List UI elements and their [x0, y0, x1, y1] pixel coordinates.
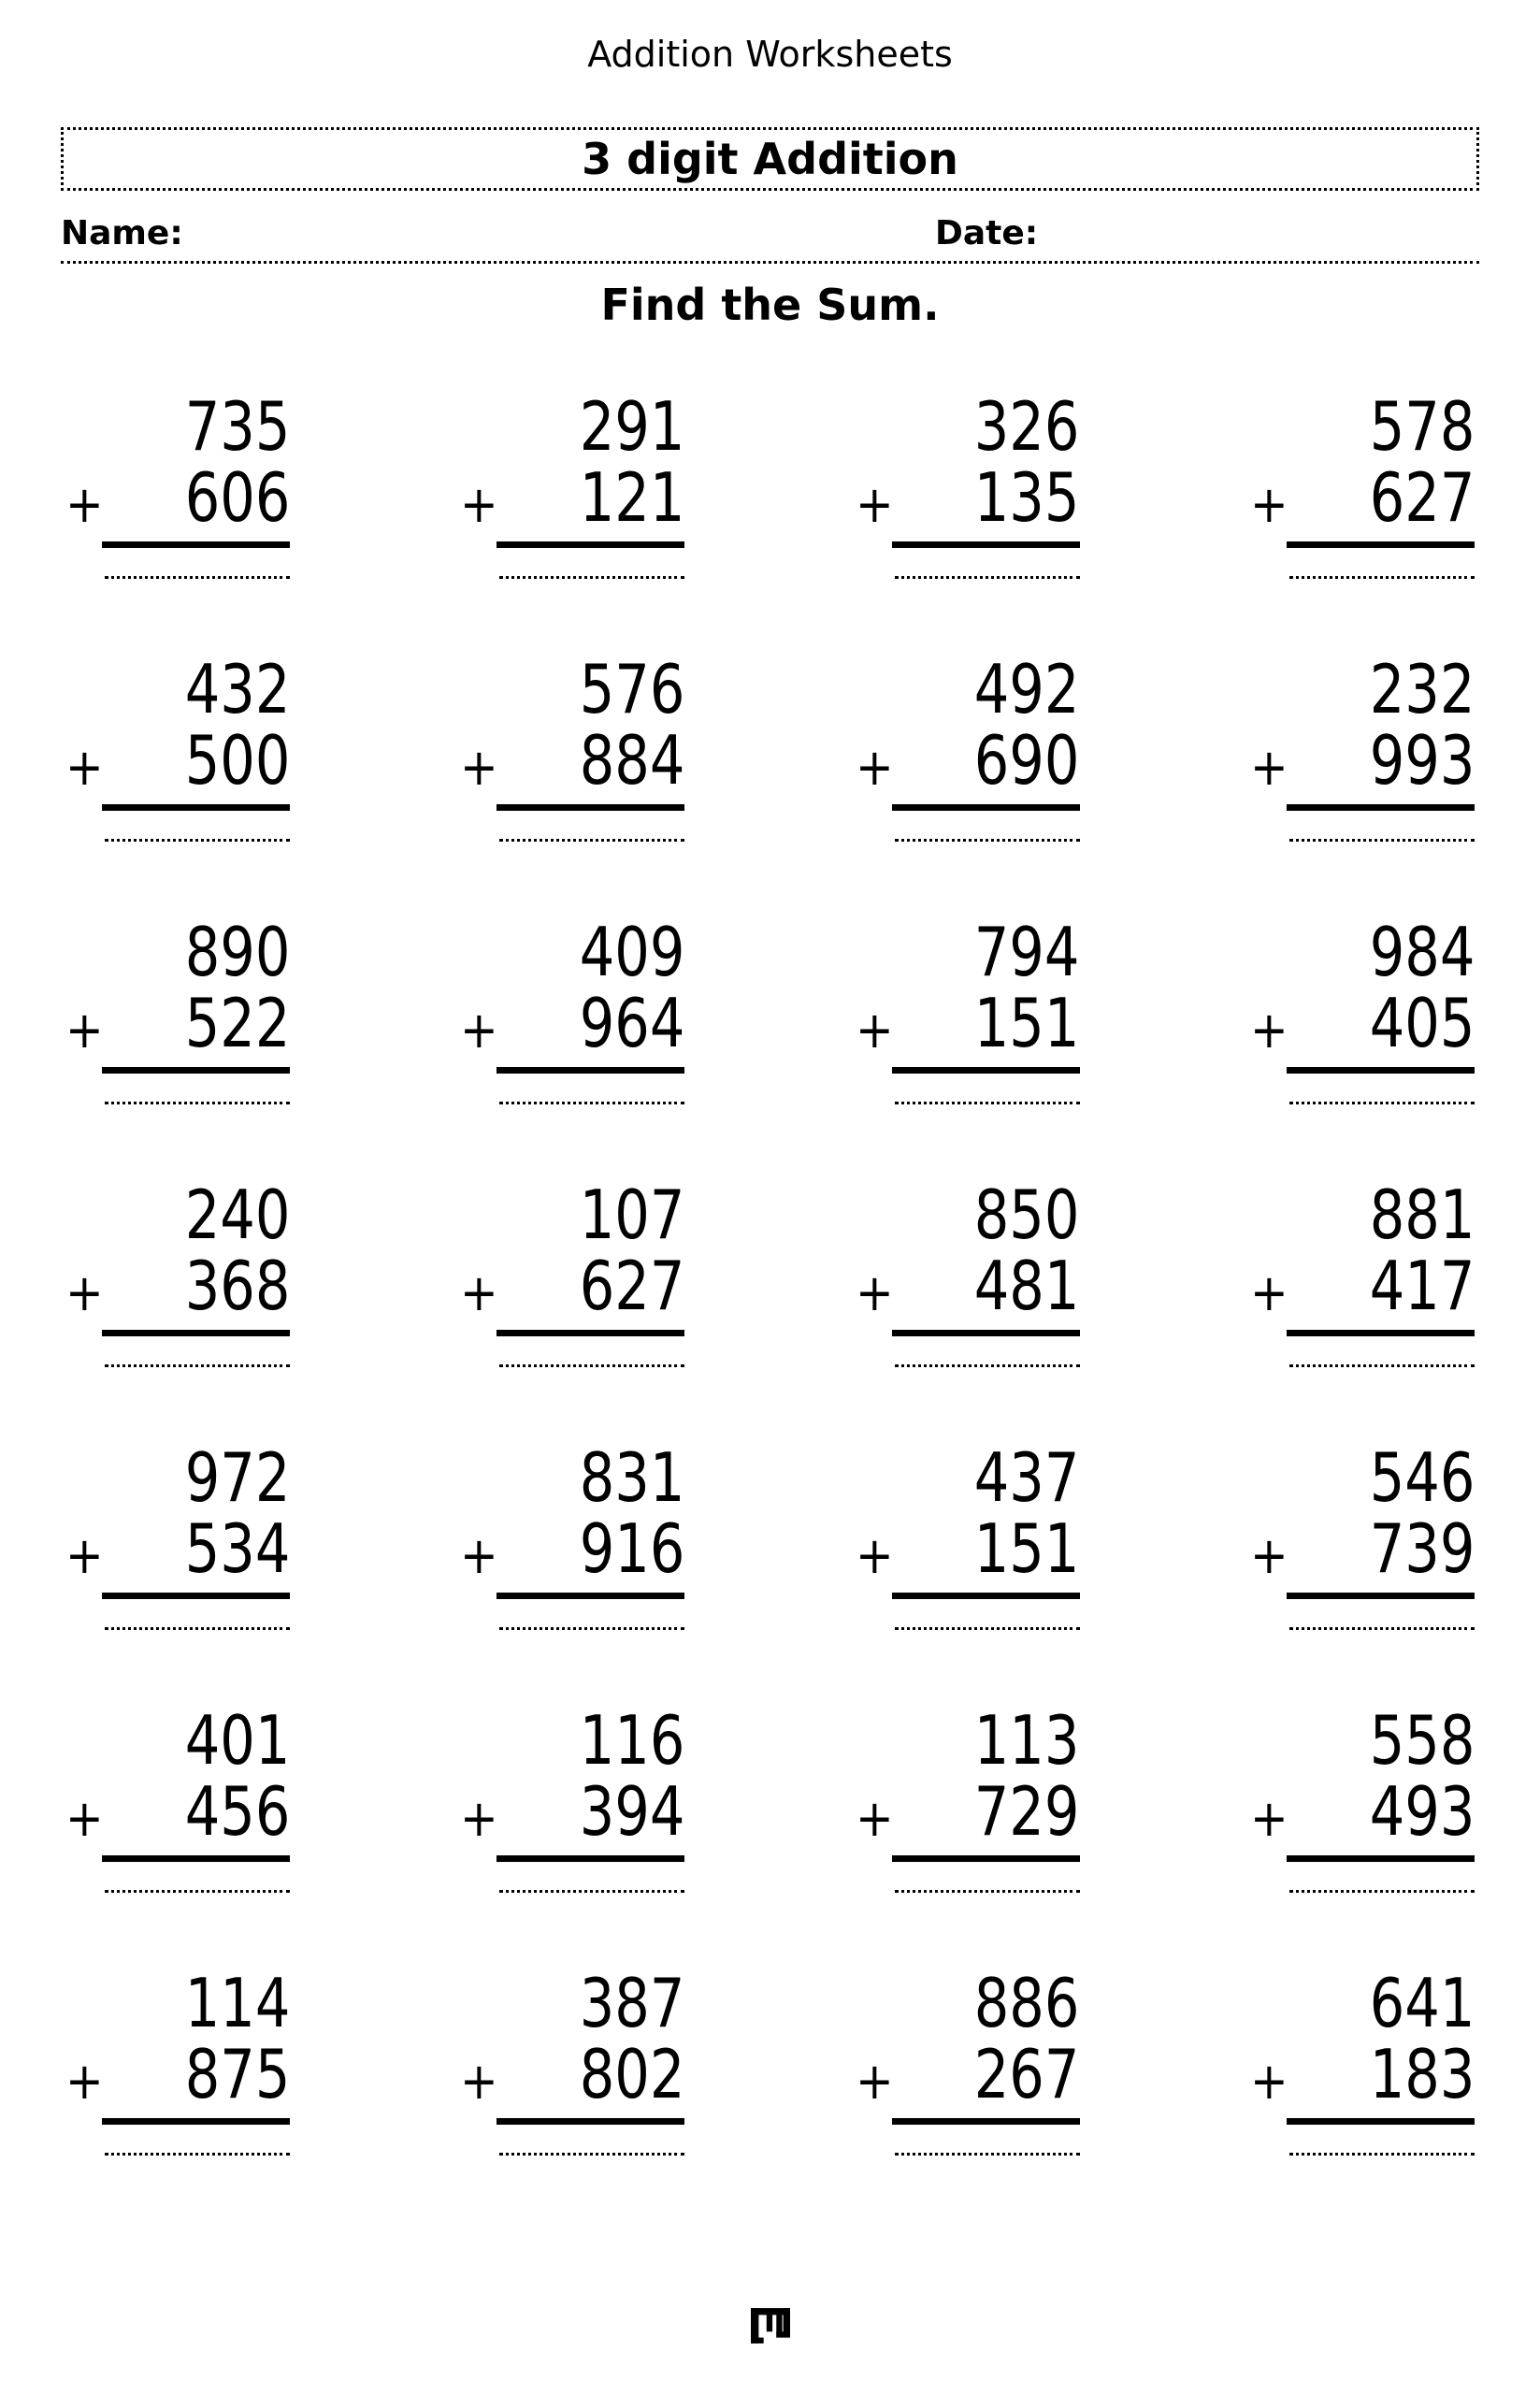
- sum-rule: [1287, 541, 1475, 548]
- plus-icon: +: [65, 1789, 104, 1848]
- addend-top: 831: [579, 1438, 685, 1517]
- addend-bottom-row: [460, 1772, 685, 1851]
- sheet-title-box: [61, 127, 1479, 191]
- sum-rule: [497, 2118, 684, 2125]
- answer-blank-line[interactable]: [895, 1627, 1080, 1630]
- addend-bottom: 405: [1369, 984, 1475, 1062]
- addition-problem: [65, 1175, 290, 1367]
- addition-problem: [1249, 1701, 1475, 1893]
- addend-bottom: 916: [579, 1509, 685, 1588]
- addend-bottom-row: [65, 2035, 290, 2113]
- addition-problem: [855, 387, 1080, 579]
- addend-bottom: 493: [1369, 1772, 1475, 1851]
- mw-monogram-icon: [751, 2308, 790, 2344]
- addend-top: 114: [184, 1964, 290, 2042]
- plus-icon: +: [460, 2052, 499, 2111]
- addend-bottom: 729: [973, 1772, 1080, 1851]
- addend-bottom: 183: [1369, 2035, 1475, 2113]
- plus-icon: +: [460, 738, 499, 797]
- answer-blank-line[interactable]: [105, 1627, 290, 1630]
- plus-icon: +: [1249, 1001, 1288, 1060]
- addend-top: 116: [579, 1701, 685, 1780]
- answer-blank-line[interactable]: [1289, 2153, 1475, 2156]
- sum-rule: [1287, 2118, 1475, 2125]
- addend-bottom-row: [460, 721, 685, 800]
- sum-rule: [892, 804, 1080, 811]
- addend-bottom: 993: [1369, 721, 1475, 800]
- addend-bottom: 394: [579, 1772, 685, 1851]
- addend-top: 735: [184, 387, 290, 466]
- addend-bottom: 802: [579, 2035, 685, 2113]
- plus-icon: +: [65, 1263, 104, 1322]
- addend-top: 113: [973, 1701, 1080, 1780]
- addend-top: 107: [579, 1175, 685, 1254]
- answer-blank-line[interactable]: [499, 1890, 684, 1893]
- plus-icon: +: [855, 1001, 894, 1060]
- plus-icon: +: [1249, 738, 1288, 797]
- addition-problem: [460, 650, 685, 842]
- plus-icon: +: [460, 1001, 499, 1060]
- addition-problem: [460, 1701, 685, 1893]
- addend-bottom-row: [1249, 1247, 1475, 1325]
- addend-bottom-row: [1249, 984, 1475, 1062]
- addend-bottom: 121: [579, 458, 685, 537]
- addition-problem: [460, 387, 685, 579]
- answer-blank-line[interactable]: [105, 1364, 290, 1367]
- addend-bottom: 151: [973, 1509, 1080, 1588]
- addition-problem: [460, 1175, 685, 1367]
- addend-bottom: 964: [579, 984, 685, 1062]
- name-date-row[interactable]: [61, 215, 1479, 264]
- addend-top: 326: [973, 387, 1080, 466]
- sum-rule: [1287, 1067, 1475, 1074]
- addend-bottom-row: [1249, 1509, 1475, 1588]
- addend-bottom-row: [855, 1247, 1080, 1325]
- addend-bottom-row: [855, 1509, 1080, 1588]
- addition-problem: [460, 913, 685, 1104]
- sum-rule: [497, 1330, 684, 1336]
- addend-bottom: 690: [973, 721, 1080, 800]
- addend-top: 409: [579, 913, 685, 991]
- sum-rule: [102, 1593, 290, 1599]
- plus-icon: +: [855, 1263, 894, 1322]
- sum-rule: [892, 1855, 1080, 1862]
- addend-bottom-row: [65, 984, 290, 1062]
- addend-bottom-row: [65, 1247, 290, 1325]
- answer-blank-line[interactable]: [499, 576, 684, 579]
- sum-rule: [102, 2118, 290, 2125]
- answer-blank-line[interactable]: [895, 576, 1080, 579]
- sum-rule: [892, 1067, 1080, 1074]
- addition-problem: [65, 1701, 290, 1893]
- addend-top: 437: [973, 1438, 1080, 1517]
- addend-top: 850: [973, 1175, 1080, 1254]
- addend-bottom-row: [460, 1509, 685, 1588]
- addend-bottom: 267: [973, 2035, 1080, 2113]
- plus-icon: +: [1249, 2052, 1288, 2111]
- plus-icon: +: [460, 1263, 499, 1322]
- sum-rule: [1287, 804, 1475, 811]
- answer-blank-line[interactable]: [499, 1102, 684, 1104]
- sum-rule: [892, 541, 1080, 548]
- addend-bottom-row: [65, 721, 290, 800]
- answer-blank-line[interactable]: [1289, 1364, 1475, 1367]
- addend-top: 291: [579, 387, 685, 466]
- plus-icon: +: [65, 1001, 104, 1060]
- addend-bottom-row: [460, 984, 685, 1062]
- addition-problem: [855, 913, 1080, 1104]
- plus-icon: +: [855, 2052, 894, 2111]
- sum-rule: [892, 1330, 1080, 1336]
- addition-problem: [1249, 913, 1475, 1104]
- addend-bottom: 627: [1369, 458, 1475, 537]
- answer-blank-line[interactable]: [1289, 1102, 1475, 1104]
- addend-bottom-row: [1249, 2035, 1475, 2113]
- answer-blank-line[interactable]: [105, 1102, 290, 1104]
- sum-rule: [102, 1855, 290, 1862]
- answer-blank-line[interactable]: [895, 2153, 1080, 2156]
- sum-rule: [497, 1067, 684, 1074]
- sum-rule: [102, 1067, 290, 1074]
- plus-icon: +: [855, 475, 894, 534]
- addition-problem: [65, 1964, 290, 2156]
- addend-bottom-row: [65, 458, 290, 537]
- addend-top: 558: [1369, 1701, 1475, 1780]
- plus-icon: +: [460, 475, 499, 534]
- plus-icon: +: [460, 1526, 499, 1585]
- addend-bottom: 875: [184, 2035, 290, 2113]
- addition-problem: [1249, 1964, 1475, 2156]
- addend-bottom-row: [460, 458, 685, 537]
- addition-problem: [855, 1175, 1080, 1367]
- addend-bottom-row: [855, 458, 1080, 537]
- addition-problem: [460, 1438, 685, 1630]
- addition-problem: [65, 387, 290, 579]
- addition-problem: [855, 1701, 1080, 1893]
- plus-icon: +: [1249, 1526, 1288, 1585]
- sum-rule: [497, 541, 684, 548]
- sum-rule: [892, 1593, 1080, 1599]
- plus-icon: +: [1249, 475, 1288, 534]
- addend-top: 578: [1369, 387, 1475, 466]
- answer-blank-line[interactable]: [895, 1364, 1080, 1367]
- answer-blank-line[interactable]: [1289, 839, 1475, 842]
- addend-bottom-row: [855, 1772, 1080, 1851]
- date-label: Date:: [935, 214, 1039, 252]
- answer-blank-line[interactable]: [1289, 1627, 1475, 1630]
- plus-icon: +: [1249, 1789, 1288, 1848]
- addend-top: 232: [1369, 650, 1475, 728]
- addend-bottom: 368: [184, 1247, 290, 1325]
- answer-blank-line[interactable]: [895, 1890, 1080, 1893]
- addend-bottom: 500: [184, 721, 290, 800]
- addend-bottom: 481: [973, 1247, 1080, 1325]
- answer-blank-line[interactable]: [499, 2153, 684, 2156]
- addend-bottom: 456: [184, 1772, 290, 1851]
- addition-problem: [65, 913, 290, 1104]
- answer-blank-line[interactable]: [895, 1102, 1080, 1104]
- plus-icon: +: [65, 738, 104, 797]
- addend-top: 546: [1369, 1438, 1475, 1517]
- addend-bottom-row: [65, 1772, 290, 1851]
- addend-bottom: 534: [184, 1509, 290, 1588]
- addend-bottom-row: [855, 721, 1080, 800]
- addition-problem: [1249, 1438, 1475, 1630]
- page-title: Addition Worksheets: [587, 34, 953, 75]
- addend-bottom: 627: [579, 1247, 685, 1325]
- sum-rule: [102, 541, 290, 548]
- plus-icon: +: [855, 1789, 894, 1848]
- answer-blank-line[interactable]: [1289, 576, 1475, 579]
- addition-problem: [855, 650, 1080, 842]
- answer-blank-line[interactable]: [105, 1890, 290, 1893]
- addend-top: 576: [579, 650, 685, 728]
- addition-problem: [1249, 650, 1475, 842]
- plus-icon: +: [855, 1526, 894, 1585]
- answer-blank-line[interactable]: [105, 839, 290, 842]
- addend-bottom-row: [65, 1509, 290, 1588]
- answer-blank-line[interactable]: [499, 1364, 684, 1367]
- sum-rule: [892, 2118, 1080, 2125]
- addend-bottom: 135: [973, 458, 1080, 537]
- addend-top: 432: [184, 650, 290, 728]
- addition-problem: [1249, 387, 1475, 579]
- plus-icon: +: [65, 2052, 104, 2111]
- addend-bottom-row: [460, 2035, 685, 2113]
- sum-rule: [102, 1330, 290, 1336]
- addend-bottom-row: [855, 2035, 1080, 2113]
- sum-rule: [102, 804, 290, 811]
- footer-logo: [0, 2308, 1540, 2344]
- addition-problem: [855, 1964, 1080, 2156]
- addend-top: 972: [184, 1438, 290, 1517]
- problems-grid: [0, 387, 1540, 2230]
- addend-bottom: 522: [184, 984, 290, 1062]
- answer-blank-line[interactable]: [499, 839, 684, 842]
- addition-problem: [1249, 1175, 1475, 1367]
- addend-bottom-row: [460, 1247, 685, 1325]
- addend-top: 492: [973, 650, 1080, 728]
- sum-rule: [1287, 1855, 1475, 1862]
- addend-bottom: 606: [184, 458, 290, 537]
- sum-rule: [497, 804, 684, 811]
- plus-icon: +: [65, 475, 104, 534]
- addition-problem: [65, 650, 290, 842]
- addend-top: 401: [184, 1701, 290, 1780]
- addend-bottom: 417: [1369, 1247, 1475, 1325]
- addend-bottom: 739: [1369, 1509, 1475, 1588]
- addend-bottom-row: [1249, 1772, 1475, 1851]
- addend-top: 641: [1369, 1964, 1475, 2042]
- sheet-title: 3 digit Addition: [582, 134, 958, 184]
- sum-rule: [1287, 1593, 1475, 1599]
- name-label: Name:: [61, 214, 183, 252]
- sum-rule: [497, 1593, 684, 1599]
- plus-icon: +: [65, 1526, 104, 1585]
- addend-bottom: 884: [579, 721, 685, 800]
- addend-bottom-row: [1249, 458, 1475, 537]
- instruction-heading: Find the Sum.: [600, 280, 940, 330]
- answer-blank-line[interactable]: [105, 576, 290, 579]
- addend-bottom: 151: [973, 984, 1080, 1062]
- answer-blank-line[interactable]: [105, 2153, 290, 2156]
- answer-blank-line[interactable]: [895, 839, 1080, 842]
- addition-problem: [460, 1964, 685, 2156]
- addend-top: 794: [973, 913, 1080, 991]
- plus-icon: +: [460, 1789, 499, 1848]
- plus-icon: +: [855, 738, 894, 797]
- sum-rule: [497, 1855, 684, 1862]
- addend-bottom-row: [855, 984, 1080, 1062]
- addend-top: 387: [579, 1964, 685, 2042]
- addend-bottom-row: [1249, 721, 1475, 800]
- answer-blank-line[interactable]: [1289, 1890, 1475, 1893]
- plus-icon: +: [1249, 1263, 1288, 1322]
- addition-problem: [855, 1438, 1080, 1630]
- addition-problem: [65, 1438, 290, 1630]
- sum-rule: [1287, 1330, 1475, 1336]
- addend-top: 984: [1369, 913, 1475, 991]
- addend-top: 890: [184, 913, 290, 991]
- addend-top: 886: [973, 1964, 1080, 2042]
- answer-blank-line[interactable]: [499, 1627, 684, 1630]
- addend-top: 881: [1369, 1175, 1475, 1254]
- addend-top: 240: [184, 1175, 290, 1254]
